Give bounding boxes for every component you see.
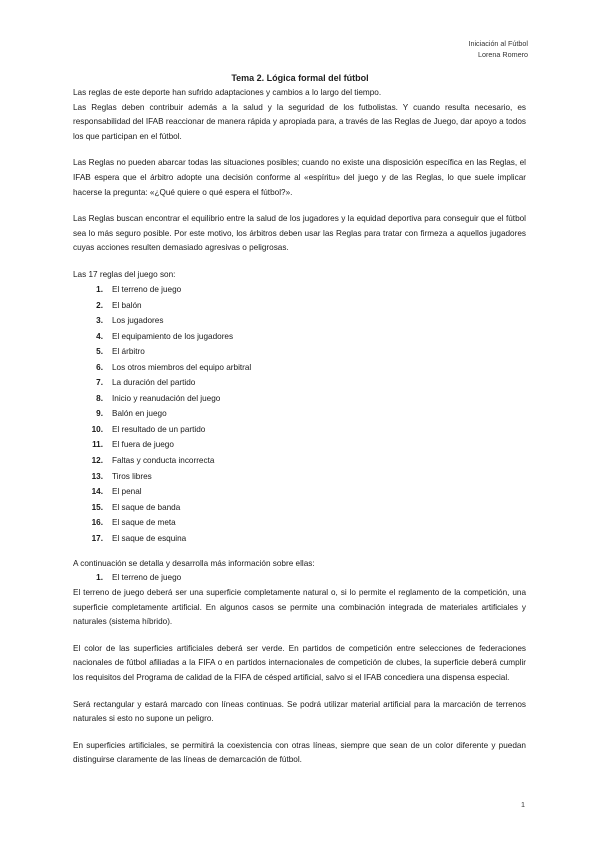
- list-item-label: Los jugadores: [112, 316, 164, 326]
- page-number: 1: [521, 800, 525, 809]
- paragraph-lines: En superficies artificiales, se permitirá la coexistencia con otras líneas, siempre que sean de un color diferente y puedan distinguirse claramente de las líneas de demarcación de fútbol.: [73, 740, 526, 765]
- list-item-number: 14.: [91, 487, 103, 497]
- list-item-label: La duración del partido: [112, 378, 196, 388]
- list-item-label: El balón: [112, 300, 142, 310]
- list-item: [73, 469, 526, 485]
- list-item-number: 1.: [96, 285, 103, 294]
- list-item: [73, 454, 526, 470]
- list-item-label: Balón en juego: [112, 409, 167, 419]
- list-item-label: El terreno de juego: [112, 285, 182, 294]
- list-item: [73, 422, 526, 438]
- list-item: [73, 391, 526, 407]
- document-body: [73, 86, 526, 780]
- list-item-number: 4.: [96, 331, 103, 341]
- list-item: [73, 531, 526, 547]
- list-item-number: 2.: [96, 300, 103, 310]
- paragraph-health: Las Reglas deben contribuir además a la salud y la seguridad de los futbolistas. Y cuando resulta necesario, es responsabilidad del IFAB reaccionar de manera rápida y apropiada para, a través de las Reglas de Juego, dar apoyo a todos los que participan en el fútbol.: [73, 102, 526, 141]
- list-item-number: 10.: [91, 424, 103, 434]
- list-item: [73, 298, 526, 314]
- list-item: [73, 360, 526, 376]
- list-item-number: 13.: [91, 471, 103, 481]
- rules-list-intro: Las 17 reglas del juego son:: [73, 269, 176, 279]
- paragraph-intro: Las reglas de este deporte han sufrido adaptaciones y cambios a lo largo del tiempo.: [73, 88, 382, 97]
- paragraph-spirit: Las Reglas no pueden abarcar todas las situaciones posibles; cuando no existe una disposición específica en las Reglas, el IFAB espera que el árbitro adopte una decisión conforme al «espíritu» del juego y de las Reglas, lo que suele implicar hacerse la pregunta: «¿Qué quiere o qué espera el fútbol?».: [73, 158, 526, 197]
- list-item: [73, 329, 526, 345]
- list-item: [73, 516, 526, 532]
- list-item-label: El fuera de juego: [112, 440, 174, 450]
- list-item-number: 7.: [96, 378, 103, 388]
- header-author: Lorena Romero: [478, 50, 528, 59]
- list-item-label: El saque de esquina: [112, 533, 187, 543]
- list-item-number: 11.: [92, 440, 103, 450]
- list-item: [73, 283, 526, 299]
- list-item-number: 3.: [96, 316, 103, 326]
- detail-intro: A continuación se detalla y desarrolla más información sobre ellas:: [73, 558, 315, 568]
- list-item: [73, 376, 526, 392]
- list-item-number: 5.: [96, 347, 103, 357]
- page-header: [468, 38, 528, 60]
- list-item-label: El saque de banda: [112, 502, 181, 512]
- header-course: Iniciación al Fútbol: [468, 39, 528, 48]
- list-item-number: 16.: [91, 518, 103, 528]
- list-item-number: 8.: [96, 393, 103, 403]
- rules-list: [73, 283, 526, 547]
- list-item-label: El penal: [112, 487, 142, 497]
- list-item: [73, 407, 526, 423]
- list-item-label: Inicio y reanudación del juego: [112, 393, 221, 403]
- list-item-label: El árbitro: [112, 347, 145, 357]
- list-item-label: Faltas y conducta incorrecta: [112, 456, 215, 466]
- list-item-number: 9.: [96, 409, 103, 419]
- list-item-number: 17.: [91, 533, 103, 543]
- list-item: [73, 485, 526, 501]
- document-title: Tema 2. Lógica formal del fútbol: [231, 73, 369, 83]
- list-item-number: 15.: [91, 502, 103, 512]
- list-item: [73, 345, 526, 361]
- list-item: [73, 500, 526, 516]
- list-item: [73, 438, 526, 454]
- paragraph-color: El color de las superficies artificiales deberá ser verde. En partidos de competición entre selecciones de federaciones nacionales de fútbol afiliadas a la FIFA o en partidos internacionales de competición de clubes, la superficie deberá cumplir los requisitos del Programa de calidad de la FIFA de césped artificial, salvo si el IFAB concediera una dispensa especial.: [73, 643, 526, 682]
- list-item-number: 12.: [91, 456, 103, 466]
- list-item-label: El equipamiento de los jugadores: [112, 331, 234, 341]
- list-item-label: Tiros libres: [112, 471, 152, 481]
- list-item-label: El saque de meta: [112, 518, 176, 528]
- section-subheading: [73, 571, 526, 586]
- paragraph-balance: Las Reglas buscan encontrar el equilibrio entre la salud de los jugadores y la equidad deportiva para conseguir que el fútbol sea lo más seguro posible. Por este motivo, los árbitros deben usar las Reglas para tratar con firmeza a aquellos jugadores cuyas acciones resulten demasiado agresivas o peligrosas.: [73, 214, 526, 253]
- list-item-number: 6.: [96, 362, 103, 372]
- subheading-number: 1.: [96, 573, 103, 583]
- paragraph-surface: El terreno de juego deberá ser una superficie completamente natural o, si lo permite el reglamento de la competición, una superficie completamente artificial. En algunos casos se permite una combinación integrada de materiales artificiales y naturales (sistema híbrido).: [73, 588, 526, 627]
- list-item-label: Los otros miembros del equipo arbitral: [112, 362, 252, 372]
- subheading-label: El terreno de juego: [112, 573, 182, 583]
- list-item: [73, 314, 526, 330]
- list-item-label: El resultado de un partido: [112, 424, 206, 434]
- paragraph-shape: Será rectangular y estará marcado con líneas continuas. Se podrá utilizar material artificial para la marcación de terrenos naturales si esto no supone un peligro.: [73, 699, 526, 724]
